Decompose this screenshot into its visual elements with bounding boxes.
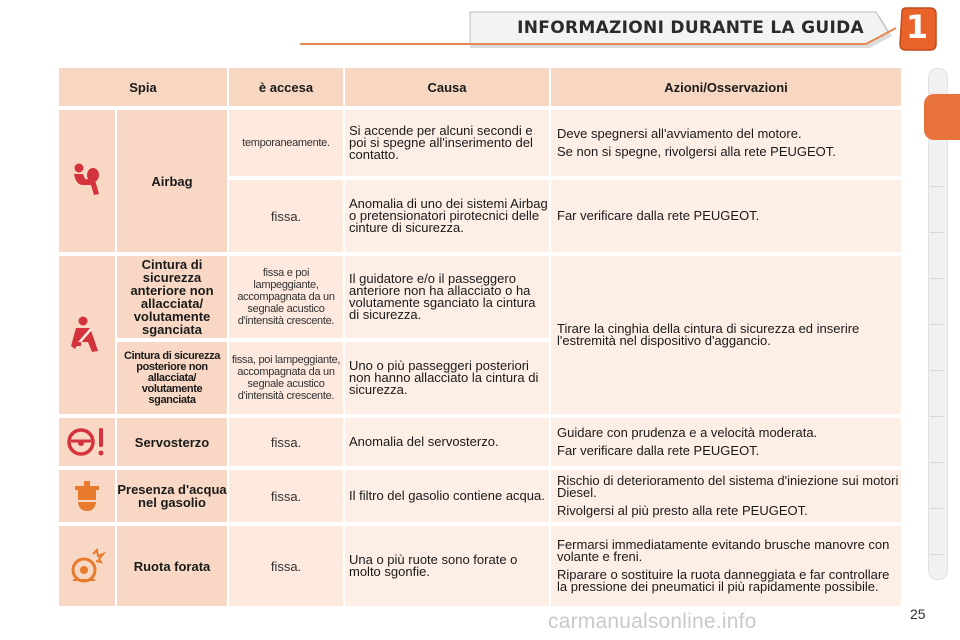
- light-state: fissa e poi lampeggiante, accompagnata da un segnale acustico d'intensità crescente.: [229, 256, 343, 338]
- tab-divider: [930, 370, 944, 371]
- warning-lights-table: [57, 64, 903, 610]
- tab-divider: [930, 232, 944, 233]
- airbag-icon: [59, 110, 115, 252]
- chapter-tabs[interactable]: [928, 68, 960, 578]
- cause-text: Il guidatore e/o il passeggero anteriore non ha allacciato o ha volutamente sganciato la cintura di sicurezza.: [345, 256, 549, 338]
- action-text: Riparare o sostituire la ruota danneggiata e far controllare la pressione dei pneumatici il più rapidamente possibile.: [557, 567, 890, 594]
- light-name: Cintura di sicurezza posteriore non allacciata/ volutamente sganciata: [117, 342, 227, 414]
- table-header-row: [59, 68, 901, 106]
- action-text: Far verificare dalla rete PEUGEOT.: [551, 180, 901, 252]
- light-name: Presenza d'acqua nel gasolio: [117, 470, 227, 522]
- column-header: è accesa: [229, 68, 343, 106]
- light-name: Ruota forata: [117, 526, 227, 606]
- action-text: Rischio di deterioramento del sistema d'iniezione sui motori Diesel.: [557, 473, 899, 500]
- light-state: fissa.: [229, 470, 343, 522]
- seatbelt-icon: [59, 256, 115, 414]
- action-text: Tirare la cinghia della cintura di sicurezza ed inserire l'estremità nel dispositivo d'aggancio.: [551, 256, 901, 414]
- cause-text: Anomalia di uno dei sistemi Airbag o pretensionatori pirotecnici delle cinture di sicurezza.: [345, 180, 549, 252]
- action-text: Se non si spegne, rivolgersi alla rete PEUGEOT.: [557, 144, 836, 159]
- tab-divider: [930, 462, 944, 463]
- action-text: Guidare con prudenza e a velocità moderata.: [557, 425, 818, 440]
- tab-divider: [930, 416, 944, 417]
- light-state: temporaneamente.: [229, 110, 343, 176]
- light-state: fissa.: [229, 180, 343, 252]
- tab-divider: [930, 186, 944, 187]
- action-text: Deve spegnersi all'avviamento del motore.: [557, 126, 802, 141]
- table-row: [59, 418, 901, 466]
- table-row: [59, 110, 901, 176]
- light-name: Airbag: [117, 110, 227, 252]
- column-header: Azioni/Osservazioni: [551, 68, 901, 106]
- tab-divider: [930, 278, 944, 279]
- table-row: [59, 256, 901, 338]
- table-row: [59, 470, 901, 522]
- watermark: carmanualsonline.info: [548, 610, 757, 633]
- page-number: 25: [910, 606, 926, 622]
- action-text: Far verificare dalla rete PEUGEOT.: [557, 443, 760, 458]
- light-state: fissa, poi lampeggiante, accompagnata da un segnale acustico d'intensità crescente.: [229, 342, 343, 414]
- tab-divider: [930, 324, 944, 325]
- flat-tyre-icon: [59, 526, 115, 606]
- cause-text: Una o più ruote sono forate o molto sgonfie.: [345, 526, 549, 606]
- action-cell: [551, 110, 901, 176]
- action-cell: [551, 418, 901, 466]
- page-title: INFORMAZIONI DURANTE LA GUIDA: [517, 18, 864, 38]
- light-state: fissa.: [229, 526, 343, 606]
- action-text: Rivolgersi al più presto alla rete PEUGEOT.: [557, 503, 808, 518]
- cause-text: Si accende per alcuni secondi e poi si spegne all'inserimento del contatto.: [345, 110, 549, 176]
- chapter-tab-active[interactable]: [924, 94, 960, 140]
- action-cell: [551, 470, 901, 522]
- cause-text: Anomalia del servosterzo.: [345, 418, 549, 466]
- power-steering-icon: [59, 418, 115, 466]
- cause-text: Uno o più passeggeri posteriori non hanno allacciato la cintura di sicurezza.: [345, 342, 549, 414]
- light-state: fissa.: [229, 418, 343, 466]
- water-in-diesel-icon: [59, 470, 115, 522]
- light-name: Cintura di sicurezza anteriore non allacciata/ volutamente sganciata: [117, 256, 227, 338]
- column-header: Causa: [345, 68, 549, 106]
- action-text: Fermarsi immediatamente evitando brusche manovre con volante e freni.: [557, 537, 890, 564]
- column-header: Spia: [59, 68, 227, 106]
- cause-text: Il filtro del gasolio contiene acqua.: [345, 470, 549, 522]
- tab-divider: [930, 508, 944, 509]
- light-name: Servosterzo: [117, 418, 227, 466]
- action-cell: [551, 526, 901, 606]
- table-row: [59, 526, 901, 606]
- chapter-number: 1: [905, 8, 929, 46]
- tab-divider: [930, 554, 944, 555]
